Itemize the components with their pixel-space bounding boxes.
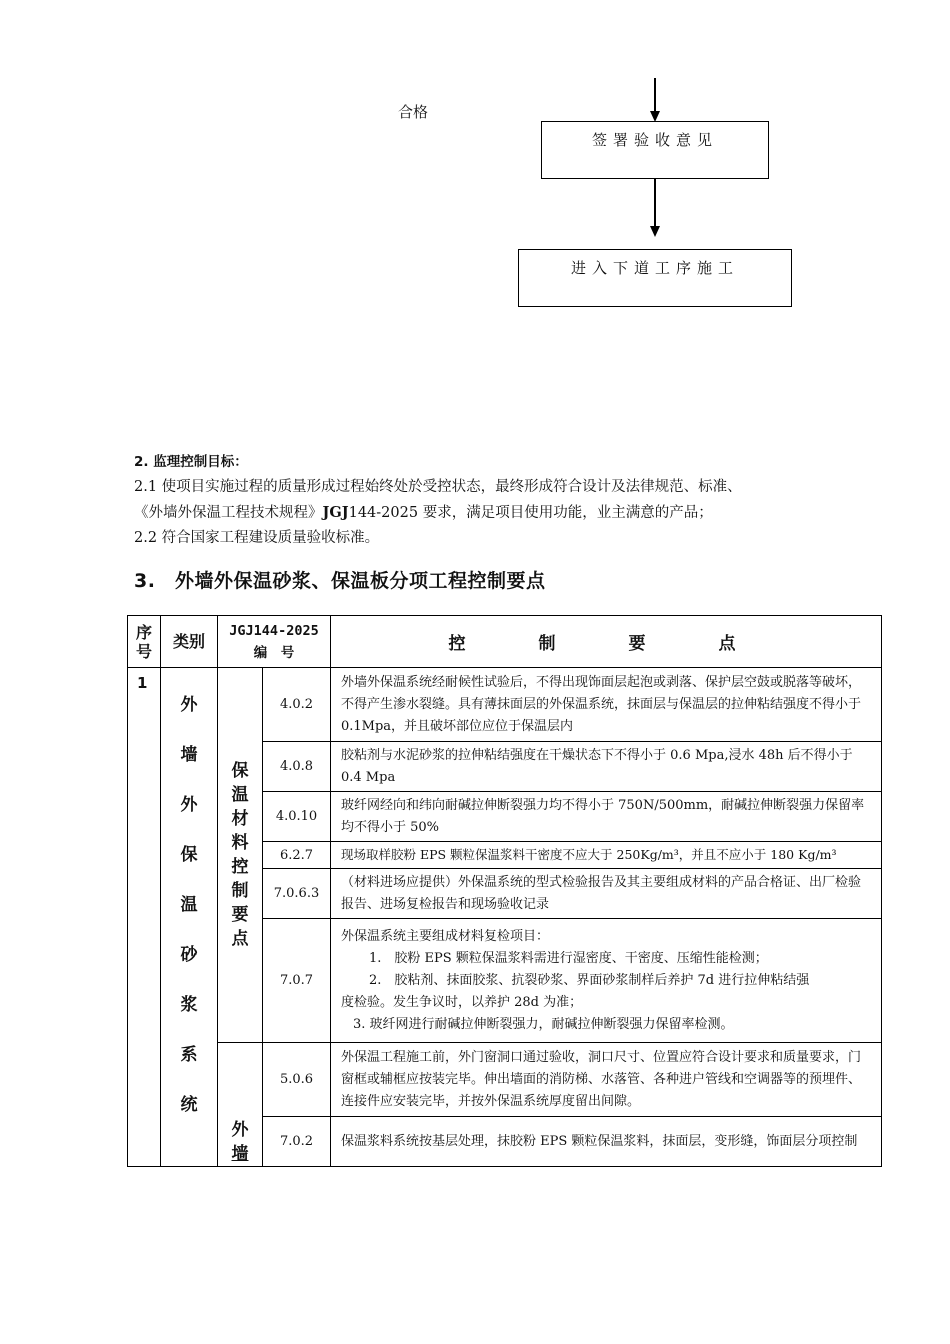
clause-code: 7.0.2 — [263, 1117, 331, 1167]
list-item: 2. 胶粘剂、抹面胶浆、抗裂砂浆、界面砂浆制样后养护 7d 进行拉伸粘结强 — [369, 972, 810, 988]
clause-text: 现场取样胶粉 EPS 颗粒保温浆料干密度不应大于 250Kg/m³，并且不应小于 180 Kg/m³ — [331, 842, 882, 869]
clause-code: 6.2.7 — [263, 842, 331, 869]
section-3-heading: 3. 外墙外保温砂浆、保温板分项工程控制要点 — [134, 570, 546, 592]
flow-arrowhead-middle — [650, 226, 660, 237]
category-char: 温 — [180, 895, 198, 915]
subcategory-char: 外 — [231, 1120, 249, 1140]
subcategory-char: 保 — [231, 761, 249, 781]
header-seq — [128, 616, 161, 668]
subcategory-char: 要 — [231, 905, 249, 925]
clause-text: 胶粘剂与水泥砂浆的拉伸粘结强度在干燥状态下不得小于 0.6 Mpa,浸水 48h 后不得小于 0.4 Mpa — [331, 742, 882, 792]
section-2-para-2: 2.2 符合国家工程建设质量验收标准。 — [134, 530, 380, 546]
clause-code: 7.0.6.3 — [263, 869, 331, 919]
header-seq-char-2: 号 — [135, 641, 152, 661]
table-header-row — [128, 616, 882, 668]
subcategory-char: 制 — [231, 881, 249, 901]
table-row — [128, 1043, 882, 1117]
category-char: 系 — [180, 1045, 198, 1065]
subcategory-char: 温 — [231, 785, 249, 805]
clause-text — [331, 919, 882, 1043]
clause-code: 4.0.2 — [263, 668, 331, 742]
seq-number: 1 — [128, 668, 161, 1167]
header-code-line-1: JGJ144-2025 — [229, 622, 319, 639]
header-category: 类别 — [161, 616, 218, 668]
list-item: 度检验。发生争议时，以养护 28d 为准； — [341, 994, 583, 1010]
flow-box-sign-opinion: 签署验收意见 — [541, 121, 769, 179]
list-item: 3. 玻纤网进行耐碱拉伸断裂强力，耐碱拉伸断裂强力保留率检测。 — [353, 1016, 734, 1032]
clause-code: 4.0.8 — [263, 742, 331, 792]
subcategory-char: 墙 — [231, 1144, 249, 1164]
clause-text: 玻纤网经向和纬向耐碱拉伸断裂强力均不得小于 750N/500mm，耐碱拉伸断裂强力保留率均不得小于 50% — [331, 792, 882, 842]
standard-title: 《外墙外保温工程技术规程》 — [134, 505, 323, 521]
section-2 — [134, 450, 874, 551]
clause-text: （材料进场应提供）外保温系统的型式检验报告及其主要组成材料的产品合格证、出厂检验报告、进场复检报告和现场验收记录 — [331, 869, 882, 919]
category-char: 外 — [180, 695, 198, 715]
subcategory-material-control — [218, 668, 263, 1043]
list-item: 外保温系统主要组成材料复检项目： — [341, 928, 550, 944]
clause-code: 4.0.10 — [263, 792, 331, 842]
flow-box-next-process: 进入下道工序施工 — [518, 249, 792, 307]
header-control-points: 控 制 要 点 — [331, 616, 882, 668]
flow-connector-middle — [654, 179, 656, 227]
section-2-para-1-line-1: 2.1 使项目实施过程的质量形成过程始终处於受控状态，最终形成符合设计及法律规范、标准、 — [134, 479, 742, 495]
header-code-line-2: 编 号 — [253, 644, 295, 661]
category-char: 砂 — [180, 945, 198, 965]
subcategory-char: 材 — [231, 809, 249, 829]
section-2-heading: 2. 监理控制目标： — [134, 454, 248, 470]
clause-text: 外墙外保温系统经耐候性试验后，不得出现饰面层起泡或剥落、保护层空鼓或脱落等破坏，不得产生渗水裂缝。具有薄抹面层的外保温系统，抹面层与保温层的拉伸粘结强度不得小于 0.1Mpa，并且破坏部位应位于保温层内 — [331, 668, 882, 742]
category-char: 墙 — [180, 745, 198, 765]
subcategory-char: 点 — [231, 929, 249, 949]
control-points-table — [127, 615, 882, 1167]
standard-code-prefix: JGJ — [322, 504, 349, 521]
section-2-para-1-line-2 — [134, 500, 874, 526]
category-char: 外 — [180, 795, 198, 815]
subcategory-char: 料 — [231, 833, 249, 853]
header-standard-code — [218, 616, 331, 668]
list-item: 1. 胶粉 EPS 颗粒保温浆料需进行湿密度、干密度、压缩性能检测； — [369, 950, 768, 966]
pass-label: 合格 — [398, 103, 429, 121]
flow-connector-top — [654, 78, 656, 112]
category-char: 统 — [180, 1095, 198, 1115]
clause-code: 7.0.7 — [263, 919, 331, 1043]
table-row — [128, 668, 882, 742]
clause-text: 保温浆料系统按基层处理，抹胶粉 EPS 颗粒保温浆料，抹面层，变形缝，饰面层分项控制 — [331, 1117, 882, 1167]
subcategory-char: 控 — [231, 857, 249, 877]
header-seq-char-1: 序 — [135, 622, 152, 642]
category-char: 保 — [180, 845, 198, 865]
clause-code: 5.0.6 — [263, 1043, 331, 1117]
category-cell — [161, 668, 218, 1167]
clause-text: 外保温工程施工前，外门窗洞口通过验收，洞口尺寸、位置应符合设计要求和质量要求，门窗框或辅框应按装完毕。伸出墙面的消防梯、水落管、各种进户管线和空调器等的预埋件、连接件应安装完毕，并按外保温系统厚度留出间隙。 — [331, 1043, 882, 1117]
standard-code-rest: 144-2025 要求，满足项目使用功能，业主满意的产品； — [348, 505, 713, 521]
category-char: 浆 — [180, 995, 198, 1015]
subcategory-exterior-wall — [218, 1043, 263, 1167]
